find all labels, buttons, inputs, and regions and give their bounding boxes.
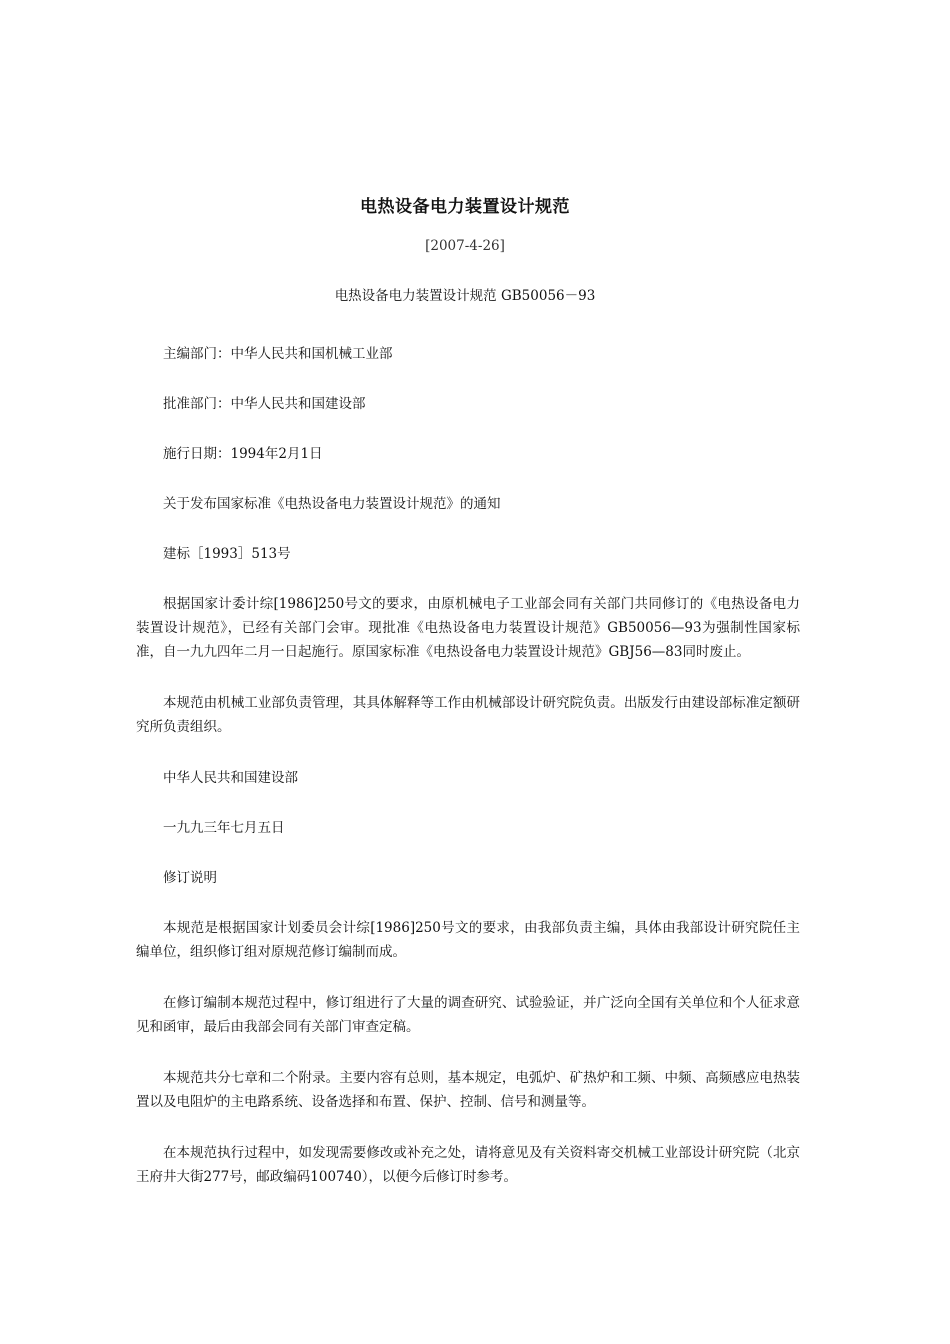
notice-number: 建标［1993］513号 (163, 546, 291, 562)
notice-body-paragraph: 根据国家计委计综[1986]250号文的要求，由原机械电子工业部会同有关部门共同修订的《电热设备电力装置设计规范》，已经有关部门会审。现批准《电热设备电力装置设计规范》GB50056—93为强制性国家标准，自一九九四年二月一日起施行。原国家标准《电热设备电力装置设计规范》GBJ56—83同时废止。 (136, 596, 800, 660)
notice-heading: 关于发布国家标准《电热设备电力装置设计规范》的通知 (163, 496, 501, 512)
document-title: 电热设备电力装置设计规范 (360, 197, 570, 217)
revision-paragraph-2: 在修订编制本规范过程中，修订组进行了大量的调查研究、试验验证，并广泛向全国有关单位和个人征求意见和函审，最后由我部会同有关部门审查定稿。 (136, 995, 800, 1035)
revision-heading: 修订说明 (163, 870, 217, 886)
editor-department: 主编部门：中华人民共和国机械工业部 (163, 346, 393, 362)
issuing-authority: 中华人民共和国建设部 (163, 770, 298, 786)
revision-paragraph-3: 本规范共分七章和二个附录。主要内容有总则，基本规定，电弧炉、矿热炉和工频、中频、高频感应电热装置以及电阻炉的主电路系统、设备选择和布置、保护、控制、信号和测量等。 (136, 1070, 800, 1110)
document-subtitle: 电热设备电力装置设计规范 GB50056－93 (334, 288, 596, 304)
revision-paragraph-4: 在本规范执行过程中，如发现需要修改或补充之处，请将意见及有关资料寄交机械工业部设计研究院（北京王府井大街277号，邮政编码100740），以便今后修订时参考。 (136, 1145, 800, 1185)
effective-date: 施行日期：1994年2月1日 (163, 446, 323, 462)
issue-date: 一九九三年七月五日 (163, 820, 285, 836)
management-paragraph: 本规范由机械工业部负责管理，其具体解释等工作由机械部设计研究院负责。出版发行由建设部标准定额研究所负责组织。 (136, 695, 800, 735)
approval-department: 批准部门：中华人民共和国建设部 (163, 396, 366, 412)
revision-paragraph-1: 本规范是根据国家计划委员会计综[1986]250号文的要求，由我部负责主编，具体由我部设计研究院任主编单位，组织修订组对原规范修订编制而成。 (136, 920, 800, 960)
publish-date: [2007-4-26] (425, 238, 505, 254)
